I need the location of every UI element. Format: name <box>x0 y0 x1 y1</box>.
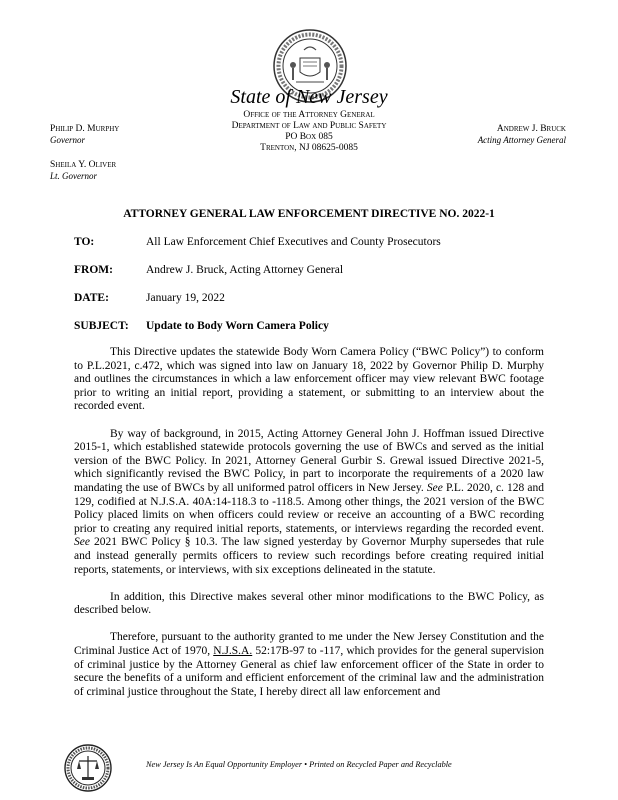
directive-title: ATTORNEY GENERAL LAW ENFORCEMENT DIRECTIVE NO. 2022-1 <box>123 208 495 220</box>
date-value: January 19, 2022 <box>146 292 225 304</box>
paragraph-4-part-a: Therefore, pursuant to the authority granted to me under the New Jersey Constitution and the Criminal Justice Act of 1970, <box>74 631 544 658</box>
governor-name: Philip D. Murphy <box>50 124 120 134</box>
office-line-4: Trenton, NJ 08625-0085 <box>260 143 358 153</box>
footer-text: New Jersey Is An Equal Opportunity Employer • Printed on Recycled Paper and Recyclable <box>146 760 452 769</box>
njsa-citation: N.J.S.A. <box>213 645 253 658</box>
from-value: Andrew J. Bruck, Acting Attorney General <box>146 264 344 276</box>
to-row <box>74 236 441 248</box>
office-line-1: Office of the Attorney General <box>243 110 375 120</box>
paragraph-4 <box>74 631 544 699</box>
see-citation-1: See <box>426 481 443 494</box>
lt-governor-name: Sheila Y. Oliver <box>50 160 117 170</box>
subject-value: Update to Body Worn Camera Policy <box>146 320 329 332</box>
subject-row <box>74 320 329 332</box>
date-row <box>74 292 225 304</box>
paragraph-2-part-b: P.L. 2020, c. 128 and 129, codified at N.J.S.A. 40A:14-118.3 to -118.5. Among other things, the 2021 version of the BWC Policy placed limits on when officers could review or receive an accounting of a BWC recording prior to creating any required initial reports, statements, or interviews regarding the recorded event. <box>74 481 545 535</box>
date-label: DATE: <box>74 292 109 304</box>
attorney-general-block <box>478 124 566 146</box>
paragraph-3: In addition, this Directive makes several other minor modifications to the BWC Policy, as described below. <box>74 590 544 617</box>
to-value: All Law Enforcement Chief Executives and County Prosecutors <box>146 236 441 248</box>
attorney-general-seal-icon <box>64 744 112 792</box>
paragraph-4-part-b: 52:17B-97 to -117, which provides for the general supervision of criminal justice by the Attorney General as chief law enforcement officer of the State in order to secure the benefits of a uniform and efficient enforcement of the criminal law and the administration of criminal justice throughout the State, I hereby direct all law enforcement and <box>74 645 545 698</box>
office-line-2: Department of Law and Public Safety <box>231 121 387 131</box>
state-name: State of New Jersey <box>230 86 388 108</box>
governor-block <box>50 124 119 182</box>
paragraph-2-part-a: By way of background, in 2015, Acting Attorney General John J. Hoffman issued Directive 2015-1, which established statewide protocols governing the use of BWCs and served as the initial version of the BWC Policy. In 2021, Attorney General Gurbir S. Grewal issued Directive 2021-5, which significantly revised the BWC Policy, in part to incorporate the requirements of a 2020 law mandating the use of BWCs by all uniformed patrol officers in New Jersey. <box>74 427 544 494</box>
to-label: TO: <box>74 236 95 248</box>
lt-governor-title: Lt. Governor <box>50 171 97 181</box>
ag-title: Acting Attorney General <box>477 135 566 145</box>
paragraph-2 <box>74 428 544 578</box>
from-label: FROM: <box>74 264 113 276</box>
paragraph-2-part-c: 2021 BWC Policy § 10.3. The law signed yesterday by Governor Murphy supersedes that rule and instead generally permits officers to review such recordings before creating required initial reports, statements, or interviews, with six exceptions delineated in the statute. <box>74 536 545 576</box>
governor-title: Governor <box>50 135 85 145</box>
directive-body <box>74 346 544 713</box>
ag-name: Andrew J. Bruck <box>496 124 566 134</box>
from-row <box>74 264 343 276</box>
office-line-3: PO Box 085 <box>285 132 333 142</box>
see-citation-2: See <box>74 536 90 549</box>
subject-label: SUBJECT: <box>74 320 129 332</box>
paragraph-1: This Directive updates the statewide Body Worn Camera Policy (“BWC Policy”) to conform to P.L.2021, c.472, which was signed into law on January 18, 2022 by Governor Philip D. Murphy and outlines the circumstances in which a law enforcement officer may view relevant BWC footage prior to writing an initial report, providing a statement, or submitting to an interview about the recorded event. <box>74 346 544 413</box>
